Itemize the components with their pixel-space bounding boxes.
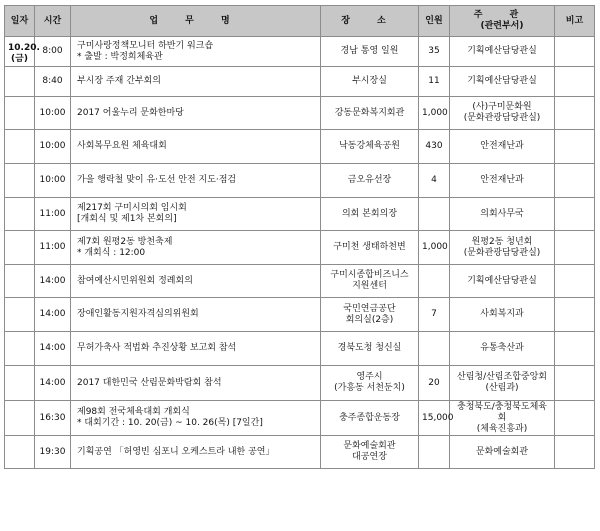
host-department: (체육진흥과) bbox=[476, 423, 528, 434]
host-name: 사회복지과 bbox=[480, 309, 524, 319]
note-cell bbox=[555, 198, 595, 231]
task-cell bbox=[71, 198, 321, 231]
host-cell bbox=[450, 366, 555, 401]
place-name: 구미시종합비즈니스 bbox=[330, 270, 409, 280]
header-task: 업 무 명 bbox=[71, 6, 321, 37]
host-cell bbox=[450, 198, 555, 231]
task-cell bbox=[71, 436, 321, 469]
time-cell: 11:00 bbox=[35, 198, 71, 231]
place-cell bbox=[321, 37, 419, 67]
place-cell bbox=[321, 265, 419, 298]
place-name: 문화예술회관 bbox=[343, 441, 396, 451]
date-cell bbox=[5, 130, 35, 164]
time-cell: 14:00 bbox=[35, 298, 71, 332]
host-cell bbox=[450, 265, 555, 298]
table-row bbox=[5, 265, 595, 298]
place-name: 구미천 생태하천변 bbox=[333, 242, 406, 252]
count-cell: 1,000 bbox=[419, 97, 450, 130]
task-title: 제98회 전국체육대회 개회식 bbox=[77, 407, 190, 417]
host-name: 기획예산담당관실 bbox=[467, 46, 537, 56]
place-detail: 회의실(2층) bbox=[345, 314, 394, 325]
task-detail: * 대회기간 : 10. 20(금) ~ 10. 26(목) [7일간] bbox=[77, 418, 263, 428]
task-cell bbox=[71, 366, 321, 401]
task-title: 2017 대한민국 산림문화박람회 참석 bbox=[77, 377, 222, 388]
note-cell bbox=[555, 97, 595, 130]
table-row bbox=[5, 401, 595, 436]
table-row bbox=[5, 198, 595, 231]
task-cell bbox=[71, 265, 321, 298]
count-cell: 4 bbox=[419, 164, 450, 198]
host-name: 원평2동 청년회 bbox=[471, 236, 533, 247]
time-cell: 14:00 bbox=[35, 332, 71, 366]
date-cell bbox=[5, 164, 35, 198]
time-cell: 8:00 bbox=[35, 37, 71, 67]
note-cell bbox=[555, 366, 595, 401]
task-detail: * 개회식 : 12:00 bbox=[77, 247, 146, 258]
note-cell bbox=[555, 265, 595, 298]
host-name: 기획예산담당관실 bbox=[467, 275, 537, 286]
host-name: 안전재난과 bbox=[480, 141, 524, 151]
host-cell bbox=[450, 97, 555, 130]
time-cell: 8:40 bbox=[35, 67, 71, 97]
place-cell bbox=[321, 198, 419, 231]
task-cell bbox=[71, 332, 321, 366]
task-title: 제7회 원평2동 방천축제 bbox=[77, 236, 173, 247]
schedule-table-frame bbox=[4, 5, 594, 469]
host-name: (사)구미문화원 bbox=[472, 102, 532, 112]
task-title: 기획공연 「허영빈 심포니 오케스트라 내한 공연」 bbox=[77, 446, 275, 457]
time-cell: 11:00 bbox=[35, 231, 71, 265]
table-row bbox=[5, 37, 595, 67]
task-title: 2017 어울누리 문화한마당 bbox=[77, 107, 184, 118]
host-department: (문화관광담당관실) bbox=[463, 113, 541, 123]
count-cell bbox=[419, 436, 450, 469]
table-row bbox=[5, 97, 595, 130]
count-cell: 7 bbox=[419, 298, 450, 332]
count-cell: 1,000 bbox=[419, 231, 450, 265]
host-name: 기획예산담당관실 bbox=[467, 76, 537, 86]
place-cell bbox=[321, 332, 419, 366]
host-cell bbox=[450, 37, 555, 67]
date-cell bbox=[5, 401, 35, 436]
time-cell: 16:30 bbox=[35, 401, 71, 436]
table-row bbox=[5, 332, 595, 366]
header-host-sub: (관련부서) bbox=[480, 21, 524, 31]
count-cell bbox=[419, 198, 450, 231]
host-name: 의회사무국 bbox=[480, 208, 524, 219]
task-title: 참여예산시민위원회 정례회의 bbox=[77, 275, 193, 286]
time-cell: 10:00 bbox=[35, 130, 71, 164]
count-cell bbox=[419, 265, 450, 298]
note-cell bbox=[555, 298, 595, 332]
time-cell: 14:00 bbox=[35, 265, 71, 298]
task-title: 구미사랑정책모니터 하반기 워크숍 bbox=[77, 40, 214, 51]
place-name: 금오유선장 bbox=[347, 175, 392, 185]
host-cell bbox=[450, 332, 555, 366]
task-title: 제217회 구미시의회 임시회 bbox=[77, 203, 187, 213]
table-row bbox=[5, 366, 595, 401]
note-cell bbox=[555, 332, 595, 366]
place-name: 경남 통영 일원 bbox=[340, 46, 399, 56]
date-cell bbox=[5, 37, 40, 67]
host-name: 유통축산과 bbox=[480, 343, 524, 353]
place-cell bbox=[321, 130, 419, 164]
host-name: 충청북도/충청북도체육회 bbox=[457, 401, 547, 423]
time-cell: 19:30 bbox=[35, 436, 71, 469]
host-name: 문화예술회관 bbox=[475, 446, 529, 457]
header-row bbox=[5, 6, 595, 37]
header-count: 인원 bbox=[419, 6, 450, 37]
task-cell bbox=[71, 37, 321, 67]
task-cell bbox=[71, 164, 321, 198]
table-row bbox=[5, 130, 595, 164]
place-cell bbox=[321, 436, 419, 469]
header-place: 장 소 bbox=[321, 6, 419, 37]
schedule-table bbox=[4, 5, 595, 469]
date-cell bbox=[5, 298, 35, 332]
time-cell: 14:00 bbox=[35, 366, 71, 401]
place-name: 영주시 bbox=[356, 372, 383, 382]
date-cell bbox=[5, 198, 35, 231]
host-cell bbox=[450, 436, 555, 469]
host-name: 안전재난과 bbox=[480, 175, 524, 185]
table-row bbox=[5, 231, 595, 265]
time-cell: 10:00 bbox=[35, 97, 71, 130]
task-title: 장애인활동지원자격심의위원회 bbox=[77, 309, 199, 319]
place-name: 경북도청 청신실 bbox=[337, 343, 402, 353]
note-cell bbox=[555, 37, 595, 67]
place-detail: 지원센터 bbox=[352, 281, 387, 291]
task-detail: * 출발 : 박정희체육관 bbox=[77, 51, 163, 62]
place-cell bbox=[321, 164, 419, 198]
date-cell bbox=[5, 332, 35, 366]
note-cell bbox=[555, 164, 595, 198]
place-detail: (가흥동 서천둔치) bbox=[334, 383, 405, 393]
host-cell bbox=[450, 231, 555, 265]
table-row bbox=[5, 298, 595, 332]
count-cell: 15,000 bbox=[419, 401, 450, 436]
date-cell bbox=[5, 231, 35, 265]
place-name: 낙동강체육공원 bbox=[339, 141, 400, 151]
place-cell bbox=[321, 401, 419, 436]
place-name: 부시장실 bbox=[352, 76, 387, 86]
task-cell bbox=[71, 67, 321, 97]
count-cell bbox=[419, 332, 450, 366]
date-label: 10.20. bbox=[8, 43, 40, 53]
task-cell bbox=[71, 130, 321, 164]
host-name: 산림청/산림조합중앙회 bbox=[457, 372, 547, 382]
task-cell bbox=[71, 231, 321, 265]
table-row bbox=[5, 67, 595, 97]
note-cell bbox=[555, 130, 595, 164]
time-cell: 10:00 bbox=[35, 164, 71, 198]
host-cell bbox=[450, 67, 555, 97]
task-title: 가을 행락철 맞이 유·도선 안전 지도·점검 bbox=[77, 175, 237, 185]
host-cell bbox=[450, 401, 555, 436]
host-department: (산림과) bbox=[485, 383, 519, 393]
date-cell bbox=[5, 366, 35, 401]
date-day: (금) bbox=[11, 54, 28, 64]
host-department: (문화관광담당관실) bbox=[463, 247, 541, 258]
place-name: 강동문화복지회관 bbox=[334, 107, 405, 118]
task-cell bbox=[71, 401, 321, 436]
place-cell bbox=[321, 97, 419, 130]
note-cell bbox=[555, 231, 595, 265]
header-time: 시간 bbox=[35, 6, 71, 37]
count-cell: 430 bbox=[419, 130, 450, 164]
note-cell bbox=[555, 436, 595, 469]
task-title: 사회복무요원 체육대회 bbox=[77, 141, 167, 151]
table-row bbox=[5, 436, 595, 469]
date-cell bbox=[5, 67, 35, 97]
count-cell: 11 bbox=[419, 67, 450, 97]
place-cell bbox=[321, 231, 419, 265]
host-cell bbox=[450, 164, 555, 198]
task-cell bbox=[71, 97, 321, 130]
host-cell bbox=[450, 298, 555, 332]
task-cell bbox=[71, 298, 321, 332]
count-cell: 20 bbox=[419, 366, 450, 401]
header-host bbox=[450, 6, 555, 37]
table-row bbox=[5, 164, 595, 198]
host-cell bbox=[450, 130, 555, 164]
place-name: 의회 본회의장 bbox=[341, 208, 398, 219]
place-name: 충주종합운동장 bbox=[339, 412, 400, 423]
place-name: 국민연금공단 bbox=[343, 303, 396, 314]
task-detail: [개회식 및 제1차 본회의] bbox=[77, 214, 177, 224]
header-host-label: 주 관 bbox=[473, 10, 531, 20]
task-title: 무허가축사 적법화 추진상황 보고회 참석 bbox=[77, 343, 237, 353]
note-cell bbox=[555, 67, 595, 97]
place-detail: 대공연장 bbox=[352, 452, 387, 462]
header-note: 비고 bbox=[555, 6, 595, 37]
note-cell bbox=[555, 401, 595, 436]
count-cell: 35 bbox=[419, 37, 450, 67]
date-cell bbox=[5, 265, 35, 298]
place-cell bbox=[321, 298, 419, 332]
header-date: 일자 bbox=[5, 6, 35, 37]
place-cell bbox=[321, 366, 419, 401]
task-title: 부시장 주재 간부회의 bbox=[77, 76, 161, 86]
place-cell bbox=[321, 67, 419, 97]
date-cell bbox=[5, 97, 35, 130]
date-cell bbox=[5, 436, 35, 469]
